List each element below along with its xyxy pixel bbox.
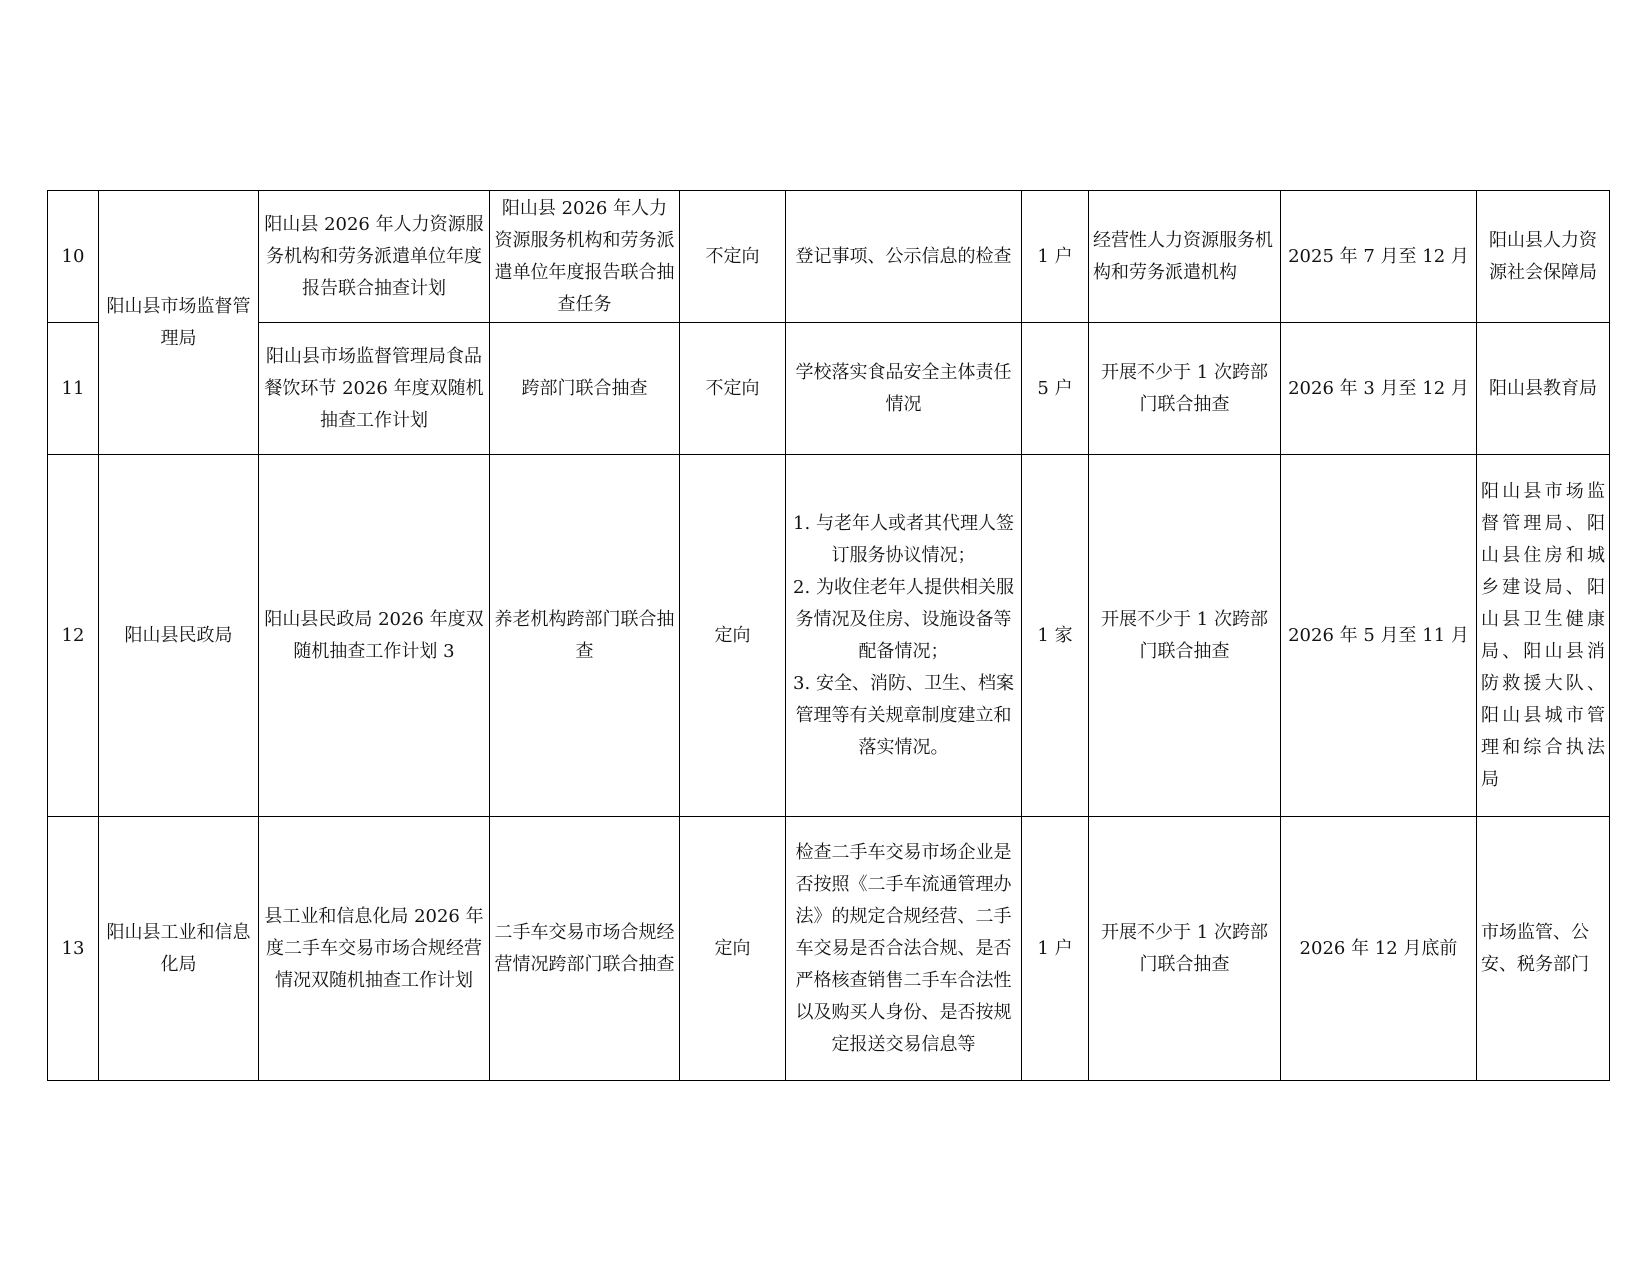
- task-name-cell: 阳山县 2026 年人力资源服务机构和劳务派遣单位年度报告联合抽查任务: [490, 191, 680, 323]
- task-name-cell: 二手车交易市场合规经营情况跨部门联合抽查: [490, 817, 680, 1081]
- table-row: [48, 323, 1610, 455]
- table-row: [48, 191, 1610, 323]
- time-cell: 2025 年 7 月至 12 月: [1281, 191, 1477, 323]
- direction-cell: 不定向: [680, 323, 786, 455]
- inspection-items-cell: 登记事项、公示信息的检查: [786, 191, 1022, 323]
- row-number: 12: [48, 455, 99, 817]
- direction-cell: 定向: [680, 817, 786, 1081]
- partner-cell: 阳山县市场监督管理局、阳山县住房和城乡建设局、阳山县卫生健康局、阳山县消防救援大队、阳山县城市管理和综合执法局: [1477, 455, 1610, 817]
- time-cell: 2026 年 5 月至 11 月: [1281, 455, 1477, 817]
- inspection-item-line: 3. 安全、消防、卫生、档案管理等有关规章制度建立和落实情况。: [793, 672, 1014, 758]
- plan-name-cell: 阳山县民政局 2026 年度双随机抽查工作计划 3: [259, 455, 490, 817]
- table-row: [48, 817, 1610, 1081]
- partner-cell: 阳山县教育局: [1477, 323, 1610, 455]
- department-cell: 阳山县民政局: [99, 455, 259, 817]
- inspection-plan-table: [47, 190, 1610, 1081]
- inspection-items-cell: [786, 455, 1022, 817]
- direction-cell: 定向: [680, 455, 786, 817]
- direction-cell: 不定向: [680, 191, 786, 323]
- target-cell: 经营性人力资源服务机构和劳务派遣机构: [1089, 191, 1281, 323]
- task-name-cell: 养老机构跨部门联合抽查: [490, 455, 680, 817]
- target-cell: 开展不少于 1 次跨部门联合抽查: [1089, 455, 1281, 817]
- partner-cell: 阳山县人力资源社会保障局: [1477, 191, 1610, 323]
- table-row: [48, 455, 1610, 817]
- row-number: 11: [48, 323, 99, 455]
- plan-name-cell: 阳山县 2026 年人力资源服务机构和劳务派遣单位年度报告联合抽查计划: [259, 191, 490, 323]
- plan-name-cell: 阳山县市场监督管理局食品餐饮环节 2026 年度双随机抽查工作计划: [259, 323, 490, 455]
- quantity-cell: 5 户: [1022, 323, 1089, 455]
- inspection-item-line: 1. 与老年人或者其代理人签订服务协议情况；: [793, 512, 1014, 566]
- target-cell: 开展不少于 1 次跨部门联合抽查: [1089, 323, 1281, 455]
- quantity-cell: 1 户: [1022, 191, 1089, 323]
- partner-cell: 市场监管、公安、税务部门: [1477, 817, 1610, 1081]
- quantity-cell: 1 户: [1022, 817, 1089, 1081]
- task-name-cell: 跨部门联合抽查: [490, 323, 680, 455]
- department-cell: 阳山县工业和信息化局: [99, 817, 259, 1081]
- inspection-items-cell: 检查二手车交易市场企业是否按照《二手车流通管理办法》的规定合规经营、二手车交易是否合法合规、是否严格核查销售二手车合法性以及购买人身份、是否按规定报送交易信息等: [786, 817, 1022, 1081]
- row-number: 10: [48, 191, 99, 323]
- time-cell: 2026 年 12 月底前: [1281, 817, 1477, 1081]
- inspection-items-cell: 学校落实食品安全主体责任情况: [786, 323, 1022, 455]
- inspection-item-line: 2. 为收住老年人提供相关服务情况及住房、设施设备等配备情况；: [793, 576, 1014, 662]
- department-cell: 阳山县市场监督管理局: [99, 191, 259, 455]
- plan-name-cell: 县工业和信息化局 2026 年度二手车交易市场合规经营情况双随机抽查工作计划: [259, 817, 490, 1081]
- quantity-cell: 1 家: [1022, 455, 1089, 817]
- target-cell: 开展不少于 1 次跨部门联合抽查: [1089, 817, 1281, 1081]
- row-number: 13: [48, 817, 99, 1081]
- time-cell: 2026 年 3 月至 12 月: [1281, 323, 1477, 455]
